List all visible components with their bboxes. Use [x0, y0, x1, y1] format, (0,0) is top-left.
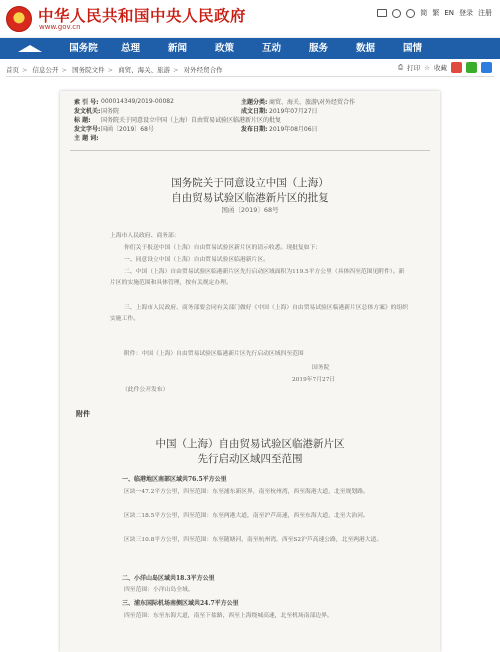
breadcrumb-home[interactable]: 首页 — [6, 66, 19, 74]
national-emblem-icon — [6, 6, 32, 32]
wechat-icon[interactable] — [406, 9, 415, 18]
favorite-icon[interactable]: ☆ — [424, 63, 430, 72]
weibo-icon[interactable] — [392, 9, 401, 18]
meta-title: 国务院关于同意设立中国（上海）自由贸易试验区临港新片区的批复 — [101, 117, 282, 124]
share-bar — [398, 62, 492, 73]
header-divider — [6, 76, 494, 77]
nav-item-services[interactable]: 服务 — [308, 43, 328, 54]
breadcrumb-separator: > — [22, 66, 28, 74]
breadcrumb-separator: > — [107, 66, 114, 74]
section-3-heading: 三、浦东国际机场南侧区域共24.7平方公里 — [122, 600, 239, 607]
subject-label: 主题分类: — [241, 99, 268, 106]
nav-item-interaction[interactable]: 互动 — [261, 43, 281, 54]
weibo-share-icon[interactable] — [451, 62, 462, 73]
signer: 国务院 — [312, 365, 330, 371]
subject: 商贸、海关、旅游\对外经贸合作 — [269, 99, 356, 106]
doc-title-line2: 自由贸易试验区临港新片区的批复 — [171, 192, 329, 204]
nav-item-policy[interactable]: 政策 — [214, 43, 234, 54]
breadcrumb-state-docs[interactable]: 国务院文件 — [72, 66, 105, 74]
lang-simplified-link[interactable]: 简 — [420, 9, 428, 17]
sign-date: 2019年7月27日 — [292, 377, 336, 383]
breadcrumb-separator: > — [173, 66, 179, 74]
main-nav — [0, 38, 500, 59]
breadcrumb-info-open[interactable]: 信息公开 — [32, 66, 59, 74]
attachment-label: 附件 — [76, 409, 90, 418]
lang-traditional-link[interactable]: 繁 — [432, 9, 440, 17]
index-no-label: 索 引 号: — [74, 99, 99, 106]
breadcrumb — [6, 65, 223, 74]
document-image — [60, 91, 440, 652]
print-link[interactable]: 打印 — [407, 64, 421, 72]
issuer: 国务院 — [101, 108, 120, 115]
paragraph-2: 一、同意设立中国（上海）自由贸易试验区临港新片区。 — [124, 257, 269, 263]
mail-icon[interactable] — [377, 9, 387, 17]
keywords-label: 主 题 词: — [74, 135, 99, 142]
published-date: 2019年08月06日 — [269, 126, 318, 133]
site-title[interactable]: 中华人民共和国中央人民政府 — [38, 6, 247, 25]
attachment-line: 附件：中国（上海）自由贸易试验区临港新片区先行启动区域四至范围 — [124, 351, 304, 357]
document-meta — [60, 91, 440, 148]
paragraph-3: 二、中国（上海）自由贸易试验区临港新片区先行启动区域面积为119.5平方公里（具体四至范围见附件）。新片区的实施范围和具体管理，按有关规定办理。 — [110, 269, 405, 286]
qzone-share-icon[interactable] — [481, 62, 492, 73]
written-date: 2019年07月27日 — [269, 108, 318, 115]
issuer-label: 发文机关: — [74, 108, 101, 115]
section-2-heading: 二、小洋山岛区域共18.3平方公里 — [122, 575, 215, 582]
attachment-title-line2: 先行启动区域四至范围 — [197, 453, 303, 465]
nav-item-data[interactable]: 数据 — [355, 43, 375, 54]
section-3-text: 四至范围：东至东海大道，南至下盐路，西至上海绕城高速，北至机场南部边界。 — [124, 613, 333, 619]
doc-number: 国函〔2019〕68号 — [101, 126, 154, 133]
print-icon[interactable]: ⎙ — [397, 63, 404, 71]
section-2-text: 四至范围：小洋山岛全域。 — [124, 587, 194, 593]
salutation: 上海市人民政府、商务部： — [110, 233, 180, 239]
nav-item-national-info[interactable]: 国情 — [402, 43, 422, 54]
nav-item-news[interactable]: 新闻 — [167, 43, 187, 54]
breadcrumb-separator: > — [61, 66, 67, 74]
doc-title-line1: 国务院关于同意设立中国（上海） — [171, 177, 329, 189]
publicity-note: （此件公开发布） — [122, 387, 169, 393]
meta-divider — [70, 150, 430, 151]
title-label: 标 题: — [74, 117, 91, 124]
header-tools — [377, 8, 492, 18]
favorite-link[interactable]: 收藏 — [434, 64, 447, 72]
attachment-title-line1: 中国（上海）自由贸易试验区临港新片区 — [155, 438, 345, 450]
paragraph-4: 三、上海市人民政府、商务部要会同有关部门做好《中国（上海）自由贸易试验区临港新片区总体方案》的组织实施工作。 — [110, 305, 409, 322]
nav-item-state-council[interactable]: 国务院 — [69, 43, 98, 54]
breadcrumb-foreign-trade[interactable]: 对外经贸合作 — [183, 66, 223, 74]
section-1-block-1: 区块一47.2平方公里，四至范围：东至浦东新区界，南至杭州湾，西至海港大道，北至规划路。 — [124, 489, 369, 495]
login-link[interactable]: 登录 — [459, 9, 473, 17]
register-link[interactable]: 注册 — [478, 9, 492, 17]
section-1-heading: 一、临港地区南部区域共76.5平方公里 — [122, 476, 227, 483]
doc-number-text: 国函〔2019〕68号 — [221, 206, 279, 214]
lang-english-link[interactable]: EN — [444, 9, 454, 17]
breadcrumb-commerce[interactable]: 商贸、海关、旅游 — [118, 66, 171, 74]
section-1-block-3: 区块三10.8平方公里，四至范围：东至随塘河，南至杭州湾，西至S2沪芦高速公路，北至两港大道。 — [124, 537, 383, 543]
site-header — [0, 0, 500, 38]
site-url[interactable]: www.gov.cn — [39, 23, 81, 31]
written-date-label: 成文日期: — [241, 108, 268, 115]
section-1-block-2: 区块二18.5平方公里，四至范围：东至两港大道，南至沪芦高速，西至东海大道，北至大治河。 — [124, 513, 369, 519]
index-no: 000014349/2019-00082 — [101, 98, 174, 105]
nav-item-premier[interactable]: 总理 — [120, 43, 140, 54]
paragraph-1: 你们关于报送中国（上海）自由贸易试验区新片区的请示收悉。现批复如下： — [124, 245, 322, 251]
doc-number-label: 发文字号: — [74, 126, 101, 133]
wechat-share-icon[interactable] — [466, 62, 477, 73]
nav-home-icon[interactable] — [0, 38, 60, 59]
published-label: 发布日期: — [241, 126, 268, 133]
